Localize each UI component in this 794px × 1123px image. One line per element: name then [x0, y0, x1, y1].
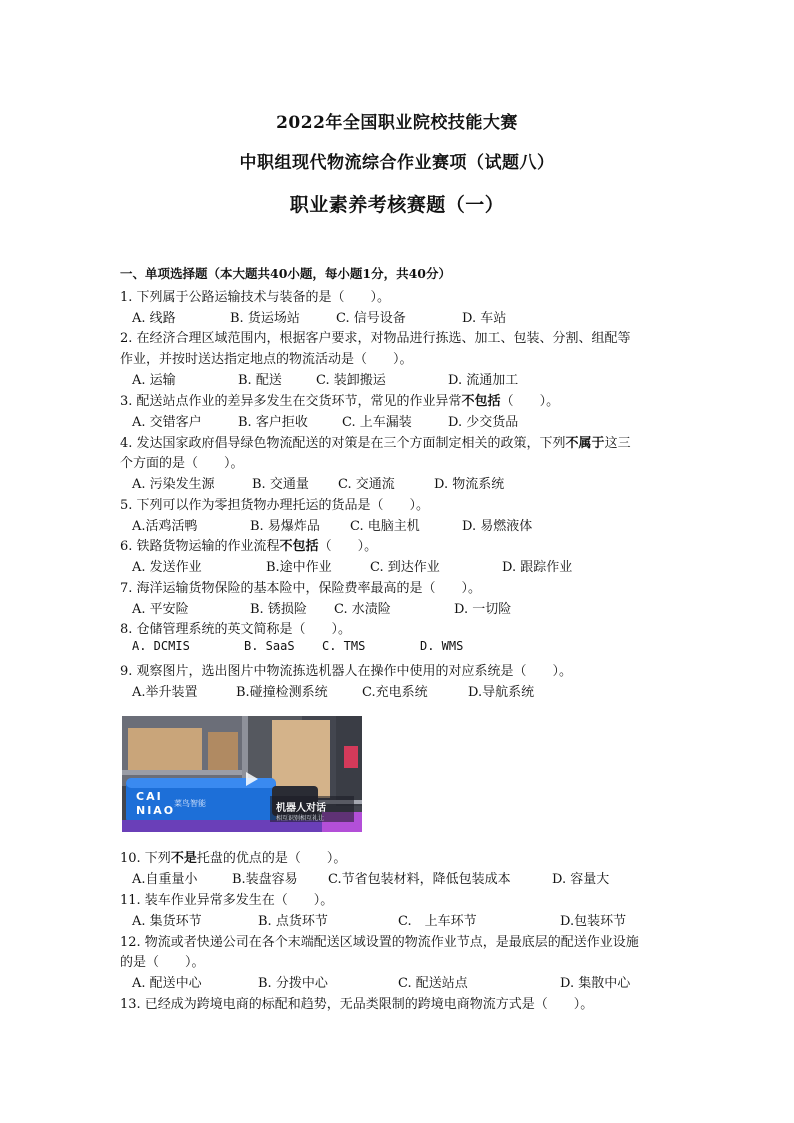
q12-option-b: B. 分拨中心: [258, 976, 328, 991]
q3-text-end: （ ）。: [500, 394, 560, 409]
question-8: 8. 仓储管理系统的英文简称是（ ）。: [120, 622, 352, 637]
q4-text: 4. 发达国家政府倡导绿色物流配送的对策是在三个方面制定相关的政策，下列: [120, 436, 566, 451]
q11-option-d: D.包装环节: [560, 914, 627, 929]
q10-text-end: 托盘的优点的是（ ）。: [196, 851, 347, 866]
q7-option-c: C. 水渍险: [334, 602, 391, 617]
photo-subcaption: 相互识别相互礼让: [276, 815, 325, 822]
question-6: [120, 535, 377, 554]
competition-title: 2022年全国职业院校技能大赛: [276, 113, 518, 133]
question-12-line-1: 12. 物流或者快递公司在各个末端配送区域设置的物流作业节点，是最底层的配送作业设施: [120, 935, 639, 950]
q1-option-d: D. 车站: [462, 311, 507, 326]
q10-option-d: D. 容量大: [552, 872, 610, 887]
q10-text: 10. 下列: [120, 851, 171, 866]
q3-option-a: A. 交错客户: [132, 415, 202, 430]
question-1: 1. 下列属于公路运输技术与装备的是（ ）。: [120, 290, 391, 305]
q7-option-b: B. 锈损险: [250, 602, 307, 617]
q10-option-c: C.节省包装材料，降低包装成本: [328, 872, 511, 887]
q3-option-d: D. 少交货品: [448, 415, 519, 430]
q6-option-b: B.途中作业: [266, 560, 332, 575]
q8-option-b: B. SaaS: [244, 639, 295, 653]
q7-option-a: A. 平安险: [132, 602, 189, 617]
section-heading: 一、单项选择题（本大题共40小题，每小题1分，共40分）: [120, 266, 451, 281]
q10-emphasis: 不是: [170, 851, 197, 866]
q12-option-c: C. 配送站点: [398, 976, 468, 991]
event-title: 中职组现代物流综合作业赛项（试题八）: [239, 153, 555, 173]
q6-emphasis: 不包括: [279, 539, 319, 554]
q6-option-a: A. 发送作业: [132, 560, 202, 575]
robot-brand-text-2: NIAO: [136, 804, 176, 817]
q8-option-a: A. DCMIS: [132, 639, 190, 653]
q8-option-c: C. TMS: [322, 639, 366, 653]
q11-option-c: C. 上车环节: [398, 914, 477, 929]
q1-option-a: A. 线路: [132, 311, 176, 326]
q7-option-d: D. 一切险: [454, 602, 512, 617]
q3-option-c: C. 上车漏装: [342, 415, 412, 430]
q4-option-a: A. 污染发生源: [132, 477, 215, 492]
question-2-line-2: 作业，并按时送达指定地点的物流活动是（ ）。: [120, 352, 413, 367]
q6-text: 6. 铁路货物运输的作业流程: [120, 539, 280, 554]
q10-option-a: A.自重量小: [132, 872, 198, 887]
warehouse-robot-photo: [122, 716, 362, 832]
robot-brand-text: CAI: [136, 790, 163, 803]
question-4-line-2: 个方面的是（ ）。: [120, 456, 244, 471]
q3-text: 3. 配送站点作业的差异多发生在交货环节，常见的作业异常: [120, 394, 462, 409]
question-13: 13. 已经成为跨境电商的标配和趋势，无品类限制的跨境电商物流方式是（ ）。: [120, 997, 594, 1012]
question-10: [120, 847, 346, 866]
q12-option-a: A. 配送中心: [132, 976, 202, 991]
q4-emphasis: 不属于: [565, 436, 605, 451]
q4-option-b: B. 交通量: [252, 477, 309, 492]
q6-option-d: D. 跟踪作业: [502, 560, 573, 575]
q9-option-d: D.导航系统: [468, 685, 535, 700]
q9-option-c: C.充电系统: [362, 685, 428, 700]
question-7: 7. 海洋运输货物保险的基本险中，保险费率最高的是（ ）。: [120, 581, 482, 596]
q3-emphasis: 不包括: [461, 394, 501, 409]
q1-option-c: C. 信号设备: [336, 311, 406, 326]
photo-caption: 机器人对话: [276, 803, 326, 814]
q6-text-end: （ ）。: [318, 539, 378, 554]
question-2-line-1: 2. 在经济合理区域范围内，根据客户要求，对物品进行拣选、加工、包装、分割、组配等: [120, 331, 631, 346]
q5-option-d: D. 易燃液体: [462, 519, 533, 534]
q9-option-b: B.碰撞检测系统: [236, 685, 328, 700]
question-4-line-1: [120, 432, 631, 451]
question-3: [120, 390, 559, 409]
q6-option-c: C. 到达作业: [370, 560, 440, 575]
q11-option-b: B. 点货环节: [258, 914, 328, 929]
q10-option-b: B.装盘容易: [232, 872, 298, 887]
question-12-line-2: 的是（ ）。: [120, 955, 205, 970]
robot-brand-cn: 菜鸟智能: [174, 799, 206, 808]
q4-text-end: 这三: [604, 436, 631, 451]
paper-title: 职业素养考核赛题（一）: [289, 194, 505, 216]
q2-option-b: B. 配送: [238, 373, 282, 388]
q4-option-c: C. 交通流: [338, 477, 395, 492]
q1-option-b: B. 货运场站: [230, 311, 300, 326]
q2-option-c: C. 装卸搬运: [316, 373, 386, 388]
q2-option-d: D. 流通加工: [448, 373, 519, 388]
q4-option-d: D. 物流系统: [434, 477, 505, 492]
q8-option-d: D. WMS: [420, 639, 464, 653]
q9-option-a: A.举升装置: [132, 685, 198, 700]
q5-option-b: B. 易爆炸品: [250, 519, 320, 534]
q5-option-c: C. 电脑主机: [350, 519, 420, 534]
question-9: 9. 观察图片，选出图片中物流拣选机器人在操作中使用的对应系统是（ ）。: [120, 664, 573, 679]
q12-option-d: D. 集散中心: [560, 976, 631, 991]
q11-option-a: A. 集货环节: [132, 914, 202, 929]
question-11: 11. 装车作业异常多发生在（ ）。: [120, 893, 334, 908]
q2-option-a: A. 运输: [132, 373, 176, 388]
q5-option-a: A.活鸡活鸭: [132, 519, 198, 534]
question-5: 5. 下列可以作为零担货物办理托运的货品是（ ）。: [120, 498, 430, 513]
q3-option-b: B. 客户拒收: [238, 415, 308, 430]
